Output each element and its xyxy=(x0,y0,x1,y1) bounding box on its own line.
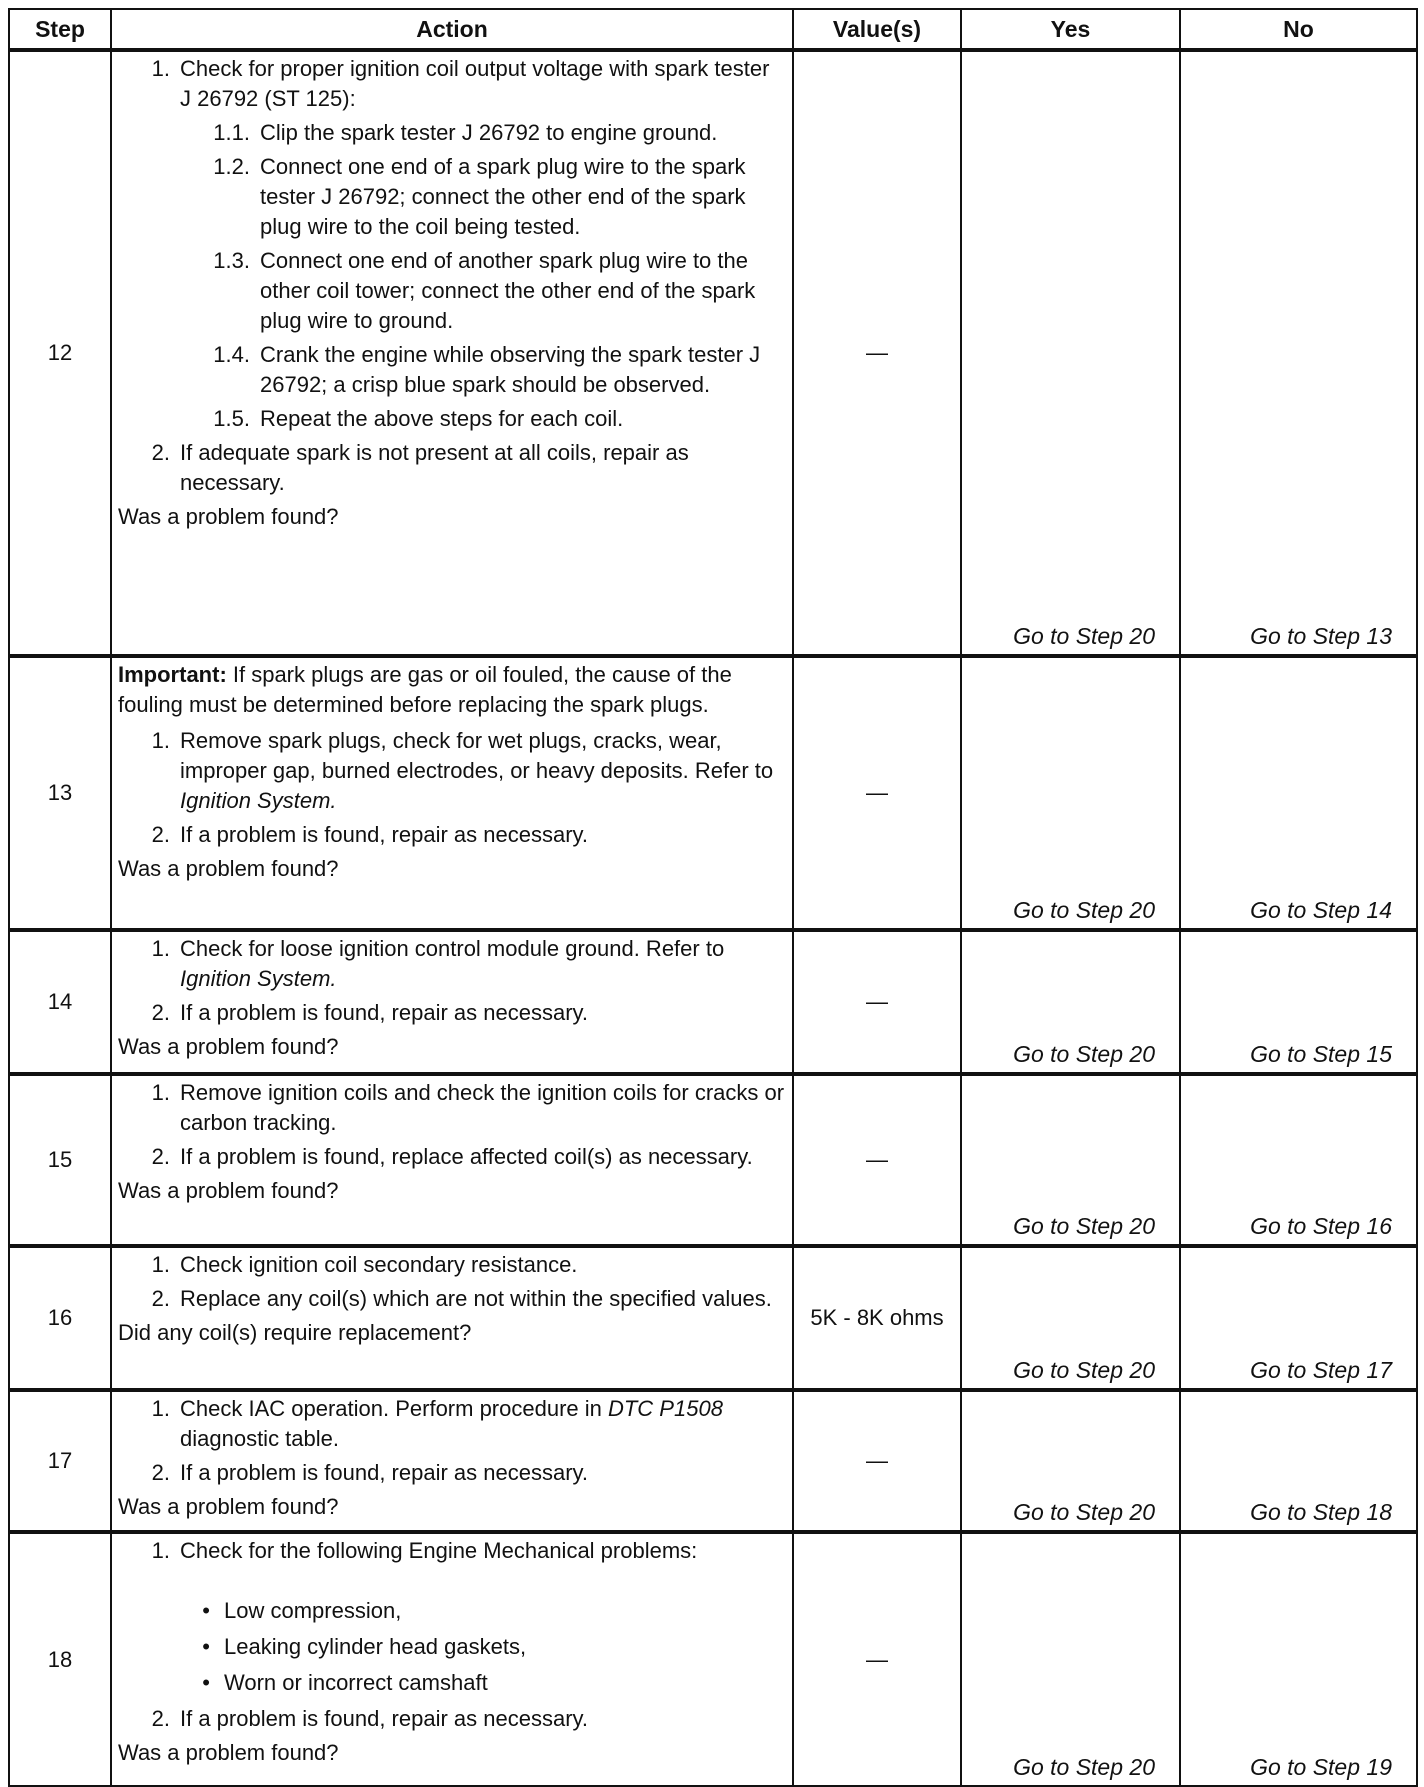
list-item: 2. If a problem is found, repair as necessary. xyxy=(151,1460,589,1485)
table-row-step-17 xyxy=(9,1390,1417,1532)
yes-cell: Go to Step 20 xyxy=(961,1532,1180,1786)
list-item: 1. Remove ignition coils and check the ignition coils for cracks or carbon tracking. xyxy=(151,1080,785,1135)
no-cell: Go to Step 18 xyxy=(1180,1390,1417,1532)
sub-list-item: 1.3. Connect one end of another spark plug wire to the other coil tower; connect the other end of the spark plug wire to ground. xyxy=(213,248,756,333)
important-label: Important: xyxy=(118,662,227,687)
header-values: Value(s) xyxy=(793,9,961,50)
list-item: 1. Remove spark plugs, check for wet plugs, cracks, wear, improper gap, burned electrodes, or heavy deposits. Refer to Ignition System. xyxy=(151,728,774,813)
table-row-step-13 xyxy=(9,656,1417,930)
question-text: Was a problem found? xyxy=(118,504,339,529)
no-cell: Go to Step 15 xyxy=(1180,930,1417,1074)
step-number: 16 xyxy=(9,1246,111,1390)
action-cell xyxy=(111,50,793,656)
table-row-step-15 xyxy=(9,1074,1417,1246)
list-item: 2. Replace any coil(s) which are not within the specified values. xyxy=(151,1286,772,1311)
list-item: 1. Check IAC operation. Perform procedure in DTC P1508 diagnostic table. xyxy=(151,1396,723,1451)
table-row-step-18 xyxy=(9,1532,1417,1786)
question-text: Did any coil(s) require replacement? xyxy=(118,1320,472,1345)
table-header-row xyxy=(9,9,1417,50)
header-action: Action xyxy=(111,9,793,50)
value-cell: — xyxy=(793,1532,961,1786)
table-row-step-16 xyxy=(9,1246,1417,1390)
action-cell xyxy=(111,656,793,930)
table-row-step-12 xyxy=(9,50,1417,656)
step-number: 14 xyxy=(9,930,111,1074)
sub-list-item: 1.1. Clip the spark tester J 26792 to engine ground. xyxy=(213,120,718,145)
yes-cell: Go to Step 20 xyxy=(961,1390,1180,1532)
yes-cell: Go to Step 20 xyxy=(961,1246,1180,1390)
question-text: Was a problem found? xyxy=(118,1494,339,1519)
value-cell: — xyxy=(793,1074,961,1246)
yes-cell: Go to Step 20 xyxy=(961,50,1180,656)
action-cell xyxy=(111,1074,793,1246)
value-cell: — xyxy=(793,50,961,656)
step-number: 18 xyxy=(9,1532,111,1786)
no-cell: Go to Step 14 xyxy=(1180,656,1417,930)
yes-cell: Go to Step 20 xyxy=(961,930,1180,1074)
list-item: 1. Check for proper ignition coil output voltage with spark tester J 26792 (ST 125): xyxy=(151,56,770,111)
step-number: 15 xyxy=(9,1074,111,1246)
no-cell: Go to Step 19 xyxy=(1180,1532,1417,1786)
list-item: 1. Check ignition coil secondary resistance. xyxy=(151,1252,578,1277)
list-item: 1. Check for loose ignition control module ground. Refer to Ignition System. xyxy=(151,936,725,991)
list-item: 2. If a problem is found, replace affected coil(s) as necessary. xyxy=(151,1144,753,1169)
no-cell: Go to Step 17 xyxy=(1180,1246,1417,1390)
yes-cell: Go to Step 20 xyxy=(961,656,1180,930)
action-cell xyxy=(111,1532,793,1786)
no-cell: Go to Step 16 xyxy=(1180,1074,1417,1246)
sub-list-item: 1.4. Crank the engine while observing the spark tester J 26792; a crisp blue spark should be observed. xyxy=(213,342,761,397)
value-cell: — xyxy=(793,930,961,1074)
yes-cell: Go to Step 20 xyxy=(961,1074,1180,1246)
header-no: No xyxy=(1180,9,1417,50)
list-item: 1. Check for the following Engine Mechanical problems: xyxy=(151,1538,698,1563)
list-item: 2. If a problem is found, repair as necessary. xyxy=(151,1000,589,1025)
table-row-step-14 xyxy=(9,930,1417,1074)
question-text: Was a problem found? xyxy=(118,1740,339,1765)
list-item: 2. If adequate spark is not present at all coils, repair as necessary. xyxy=(151,440,689,495)
header-yes: Yes xyxy=(961,9,1180,50)
value-cell: 5K - 8K ohms xyxy=(793,1246,961,1390)
value-cell: — xyxy=(793,1390,961,1532)
question-text: Was a problem found? xyxy=(118,1178,339,1203)
action-cell xyxy=(111,930,793,1074)
value-cell: — xyxy=(793,656,961,930)
header-step: Step xyxy=(9,9,111,50)
no-cell: Go to Step 13 xyxy=(1180,50,1417,656)
step-number: 13 xyxy=(9,656,111,930)
list-item: 2. If a problem is found, repair as necessary. xyxy=(151,1706,589,1731)
list-item: 2. If a problem is found, repair as necessary. xyxy=(151,822,589,847)
step-number: 17 xyxy=(9,1390,111,1532)
important-note: Important: If spark plugs are gas or oil fouled, the cause of the fouling must be determined before replacing the spark plugs. xyxy=(118,662,732,717)
bullet-item: • Low compression, xyxy=(202,1598,402,1623)
question-text: Was a problem found? xyxy=(118,1034,339,1059)
sub-list-item: 1.5. Repeat the above steps for each coil. xyxy=(213,406,624,431)
sub-list-item: 1.2. Connect one end of a spark plug wire to the spark tester J 26792; connect the other end of the spark plug wire to the coil being tested. xyxy=(213,154,746,239)
question-text: Was a problem found? xyxy=(118,856,339,881)
step-number: 12 xyxy=(9,50,111,656)
diagnostic-table-page xyxy=(8,8,1416,1787)
action-cell xyxy=(111,1246,793,1390)
diagnostic-table xyxy=(8,8,1418,1787)
bullet-item: • Leaking cylinder head gaskets, xyxy=(202,1634,527,1659)
action-cell xyxy=(111,1390,793,1532)
bullet-item: • Worn or incorrect camshaft xyxy=(202,1670,488,1695)
